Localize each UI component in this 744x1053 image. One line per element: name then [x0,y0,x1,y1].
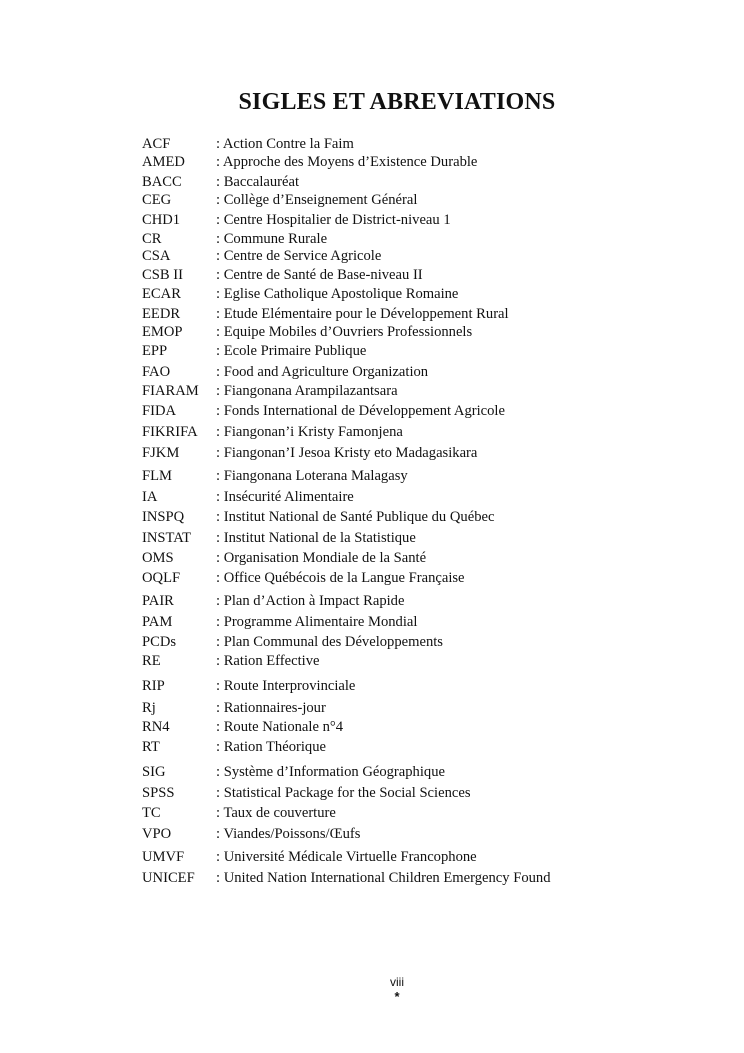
definition: : Ration Théorique [216,739,326,755]
abbreviation: FIKRIFA [142,424,198,440]
definition: : Rationnaires-jour [216,700,326,716]
abbreviation: PAM [142,614,173,630]
definition: : Fonds International de Développement Agricole [216,403,505,419]
definition: : Insécurité Alimentaire [216,489,354,505]
abbreviation: RIP [142,678,165,694]
abbreviation: TC [142,805,161,821]
abbreviation: PAIR [142,593,174,609]
abbreviation: VPO [142,826,172,842]
abbreviation: EMOP [142,324,183,340]
abbreviation: AMED [142,154,185,170]
definition: : Ecole Primaire Publique [216,343,367,359]
definition: : Plan Communal des Développements [216,634,443,650]
definition: : Food and Agriculture Organization [216,364,429,380]
definition: : Taux de couverture [216,805,336,821]
definition: : Action Contre la Faim [216,136,354,152]
abbreviation: IA [142,489,158,505]
abbreviation: RN4 [142,719,170,735]
abbreviation: INSPQ [142,509,185,525]
definition: : Baccalauréat [216,174,300,190]
definition: : Système d’Information Géographique [216,764,445,780]
abbreviation: CR [142,231,162,247]
abbreviation: FIARAM [142,383,199,399]
abbreviation: ACF [142,136,171,152]
abbreviation: EPP [142,343,168,359]
definition: : Fiangonan’i Kristy Famonjena [216,424,403,440]
abbreviation: PCDs [142,634,177,650]
definition: : Centre de Service Agricole [216,248,382,264]
definition: : Centre de Santé de Base-niveau II [216,267,423,283]
definition: : Institut National de Santé Publique du Québec [216,509,495,525]
definition: : Eglise Catholique Apostolique Romaine [216,286,459,302]
abbreviation: RE [142,653,161,669]
definition: : Organisation Mondiale de la Santé [216,550,427,566]
abbreviation: UMVF [142,849,185,865]
definition: : Plan d’Action à Impact Rapide [216,593,405,609]
definition: : Ration Effective [216,653,320,669]
abbreviation: ECAR [142,286,181,302]
definition: : Approche des Moyens d’Existence Durable [216,154,478,170]
abbreviation: CSB II [142,267,183,283]
abbreviation: INSTAT [142,530,192,546]
abbreviation: OQLF [142,570,181,586]
abbreviation: UNICEF [142,870,195,886]
abbreviation: FJKM [142,445,180,461]
definition: : Office Québécois de la Langue Française [216,570,465,586]
definition: : Commune Rurale [216,231,328,247]
page-title: SIGLES ET ABREVIATIONS [238,89,556,115]
definition: : Fiangonana Loterana Malagasy [216,468,408,484]
abbreviation: Rj [142,700,156,716]
page-number: viii [390,975,404,989]
abbreviation: SPSS [142,785,175,801]
definition: : Equipe Mobiles d’Ouvriers Professionnels [216,324,473,340]
abbreviation: OMS [142,550,174,566]
definition: : Fiangonana Arampilazantsara [216,383,398,399]
footer-mark: * [394,989,400,1004]
abbreviation: FIDA [142,403,177,419]
definition: : Route Nationale n°4 [216,719,344,735]
abbreviation: BACC [142,174,182,190]
abbreviation: EEDR [142,306,181,322]
abbreviation: FLM [142,468,173,484]
abbreviation: SIG [142,764,166,780]
abbreviation: FAO [142,364,171,380]
definition: : Collège d’Enseignement Général [216,192,418,208]
definition: : Institut National de la Statistique [216,530,416,546]
definition: : Programme Alimentaire Mondial [216,614,418,630]
definition: : Viandes/Poissons/Œufs [216,826,361,842]
definition: : Etude Elémentaire pour le Développement Rural [216,306,509,322]
definition: : Statistical Package for the Social Sciences [216,785,471,801]
definition: : Centre Hospitalier de District-niveau 1 [216,212,451,228]
abbreviation: RT [142,739,160,755]
abbreviation: CHD1 [142,212,181,228]
definition: : Université Médicale Virtuelle Francophone [216,849,477,865]
definition: : Route Interprovinciale [216,678,356,694]
definition: : United Nation International Children Emergency Found [216,870,551,886]
definition: : Fiangonan’I Jesoa Kristy eto Madagasikara [216,445,478,461]
abbreviation: CEG [142,192,172,208]
abbreviation: CSA [142,248,171,264]
